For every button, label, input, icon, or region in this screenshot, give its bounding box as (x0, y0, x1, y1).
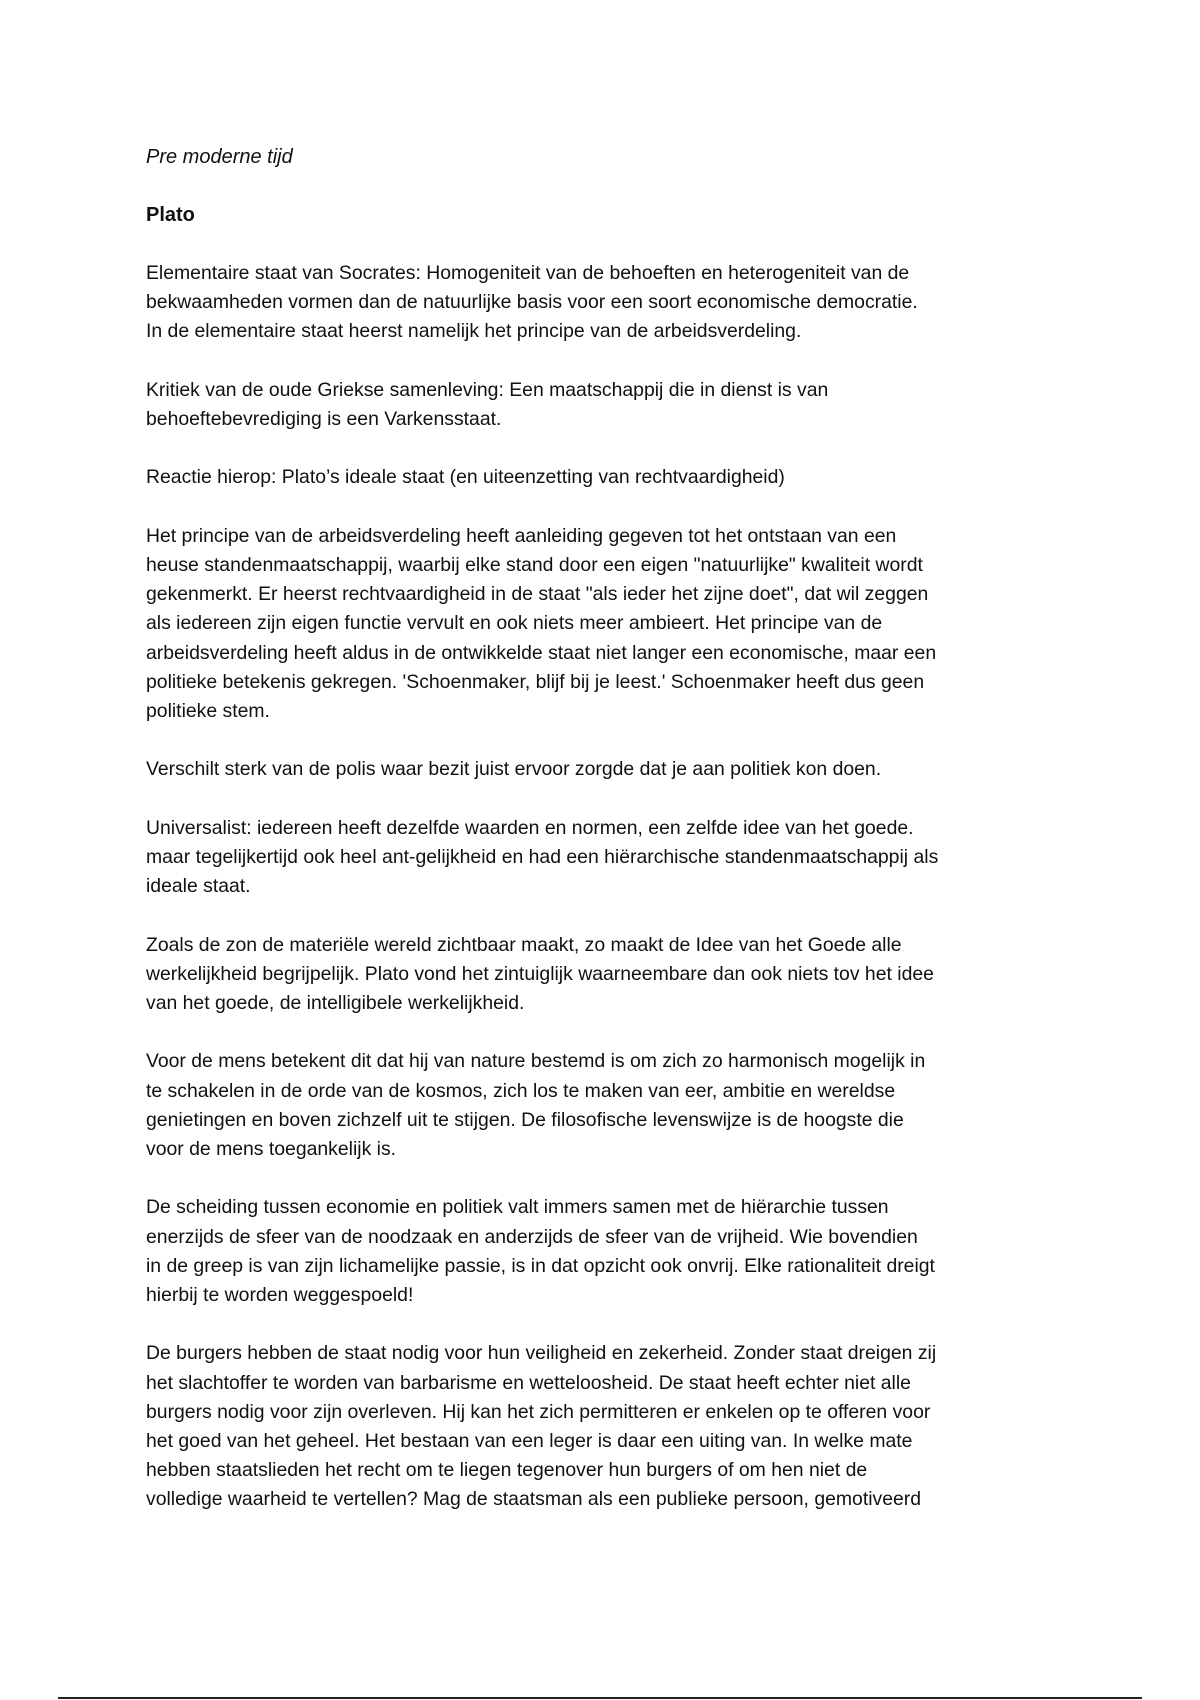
paragraph-burgers (146, 1339, 1066, 1514)
text-line: De burgers hebben de staat nodig voor hun veiligheid en zekerheid. Zonder staat dreigen zij (146, 1342, 937, 1365)
text-line: politieke betekenis gekregen. 'Schoenmaker, blijf bij je leest.' Schoenmaker heeft dus geen (146, 670, 925, 693)
paragraph-arbeidsverdeling (146, 522, 1066, 726)
paragraph-universalist (146, 814, 1066, 902)
text-line: heuse standenmaatschappij, waarbij elke stand door een eigen "natuurlijke" kwaliteit wordt (146, 553, 923, 576)
text-line: hierbij te worden weggespoeld! (146, 1283, 414, 1306)
text-line: het goed van het geheel. Het bestaan van een leger is daar een uiting van. In welke mate (146, 1429, 913, 1452)
text-line: Elementaire staat van Socrates: Homogeniteit van de behoeften en heterogeniteit van de (146, 262, 910, 284)
document-page (146, 143, 1066, 1544)
text-line: gekenmerkt. Er heerst rechtvaardigheid in de staat "als ieder het zijne doet", dat wil zeggen (146, 583, 929, 606)
text-line: bekwaamheden vormen dan de natuurlijke basis voor een soort economische democratie. (146, 291, 918, 314)
text-line: Verschilt sterk van de polis waar bezit juist ervoor zorgde dat je aan politiek kon doen. (146, 758, 882, 781)
text-line: Reactie hierop: Plato’s ideale staat (en uiteenzetting van rechtvaardigheid) (146, 466, 785, 489)
text-line: behoeftebevrediging is een Varkensstaat. (146, 408, 502, 430)
text-line: ideale staat. (146, 875, 251, 898)
paragraph-kritiek (146, 376, 1066, 434)
text-line: politieke stem. (146, 700, 270, 722)
text-line: volledige waarheid te vertellen? Mag de staatsman als een publieke persoon, gemotiveerd (146, 1488, 922, 1511)
text-line: De scheiding tussen economie en politiek valt immers samen met de hiërarchie tussen (146, 1196, 889, 1219)
text-line: Kritiek van de oude Griekse samenleving: Een maatschappij die in dienst is van (146, 378, 829, 401)
paragraph-scheiding (146, 1193, 1066, 1310)
page-heading: Plato (146, 204, 195, 226)
page-bottom-rule (58, 1697, 1142, 1699)
text-line: te schakelen in de orde van de kosmos, zich los te maken van eer, ambitie en wereldse (146, 1079, 896, 1102)
paragraph-polis (146, 755, 1066, 784)
text-line: burgers nodig voor zijn overleven. Hij kan het zich permitteren er enkelen op te offeren voor (146, 1400, 931, 1423)
section-label: Pre moderne tijd (146, 146, 293, 168)
text-line: Voor de mens betekent dit dat hij van nature bestemd is om zich zo harmonisch mogelijk in (146, 1050, 926, 1073)
text-line: Zoals de zon de materiële wereld zichtbaar maakt, zo maakt de Idee van het Goede alle (146, 933, 902, 956)
text-line: Universalist: iedereen heeft dezelfde waarden en normen, een zelfde idee van het goede. (146, 816, 914, 839)
text-line: het slachtoffer te worden van barbarisme en wetteloosheid. De staat heeft echter niet alle (146, 1371, 911, 1394)
paragraph-elementaire-staat (146, 259, 1066, 347)
paragraph-reactie (146, 463, 1066, 492)
text-line: maar tegelijkertijd ook heel ant-gelijkheid en had een hiërarchische standenmaatschappij als (146, 845, 939, 868)
text-line: arbeidsverdeling heeft aldus in de ontwikkelde staat niet langer een economische, maar een (146, 641, 937, 664)
text-line: werkelijkheid begrijpelijk. Plato vond het zintuiglijk waarneembare dan ook niets tov het idee (146, 962, 934, 985)
text-line: als iedereen zijn eigen functie vervult en ook niets meer ambieert. Het principe van de (146, 612, 883, 635)
text-line: In de elementaire staat heerst namelijk het principe van de arbeidsverdeling. (146, 320, 802, 343)
text-line: genietingen en boven zichzelf uit te stijgen. De filosofische levenswijze is de hoogste die (146, 1108, 904, 1131)
text-line: voor de mens toegankelijk is. (146, 1137, 397, 1160)
text-line: van het goede, de intelligibele werkelijkheid. (146, 991, 525, 1014)
text-line: Het principe van de arbeidsverdeling heeft aanleiding gegeven tot het ontstaan van een (146, 524, 897, 547)
text-line: enerzijds de sfeer van de noodzaak en anderzijds de sfeer van de vrijheid. Wie bovendien (146, 1225, 918, 1248)
paragraph-mens (146, 1047, 1066, 1164)
paragraph-zon (146, 931, 1066, 1019)
text-line: hebben staatslieden het recht om te liegen tegenover hun burgers of om hen niet de (146, 1459, 868, 1482)
text-line: in de greep is van zijn lichamelijke passie, is in dat opzicht ook onvrij. Elke rationaliteit dreigt (146, 1254, 935, 1277)
